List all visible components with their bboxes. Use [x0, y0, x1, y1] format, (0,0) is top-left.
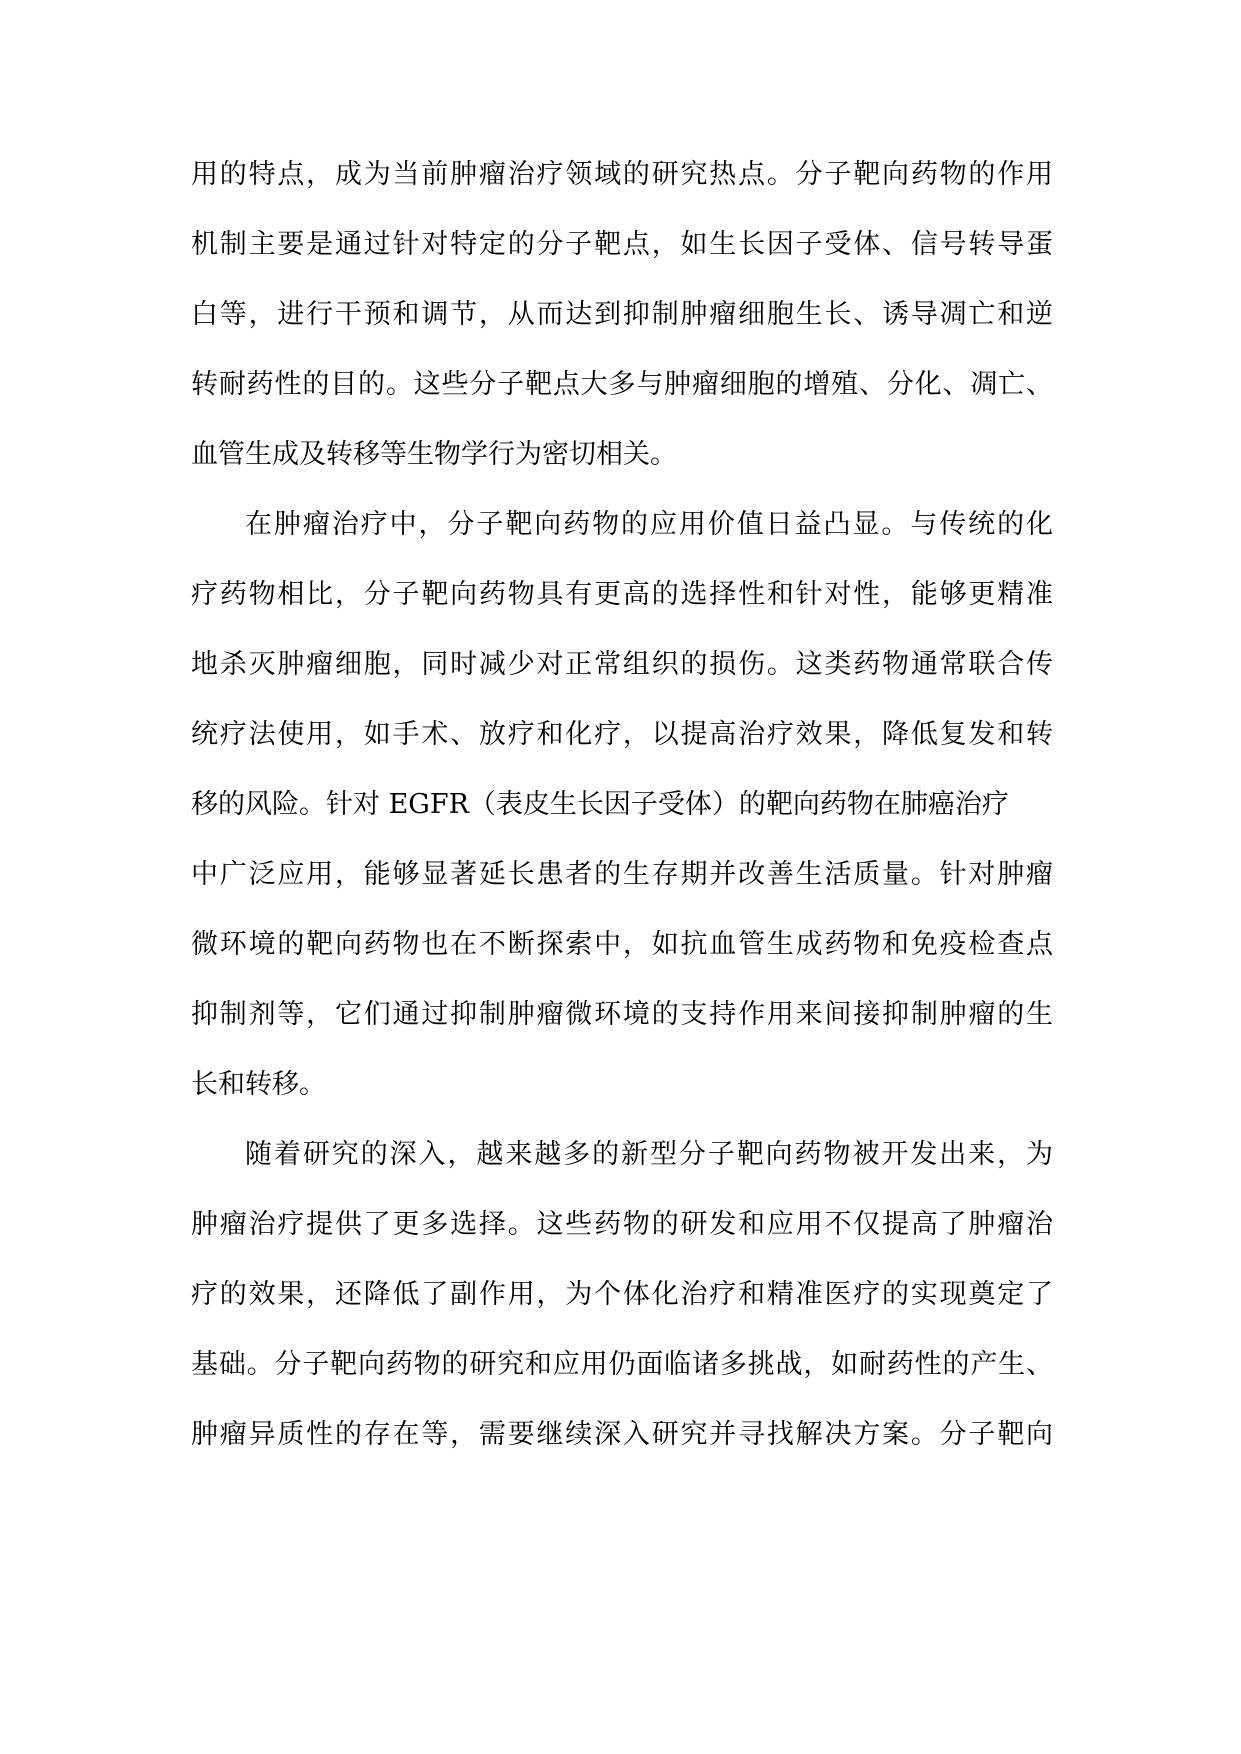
text-line: 长和转移。: [191, 1069, 326, 1100]
text-line: 微环境的靶向药物也在不断探索中，如抗血管生成药物和免疫检查点: [191, 929, 1053, 960]
paragraph: [191, 490, 1053, 1120]
paragraph: [191, 140, 1053, 490]
paragraph: [191, 1120, 1053, 1470]
text-line: 血管生成及转移等生物学行为密切相关。: [191, 439, 677, 470]
text-line: 基础。分子靶向药物的研究和应用仍面临诸多挑战，如耐药性的产生、: [191, 1349, 1053, 1380]
text-line: 肿瘤异质性的存在等，需要继续深入研究并寻找解决方案。分子靶向: [191, 1419, 1053, 1450]
text-line: 转耐药性的目的。这些分子靶点大多与肿瘤细胞的增殖、分化、凋亡、: [191, 369, 1053, 400]
text-line: 用的特点，成为当前肿瘤治疗领域的研究热点。分子靶向药物的作用: [191, 159, 1053, 190]
body-text: [191, 140, 1053, 1470]
text-line: 疗的效果，还降低了副作用，为个体化治疗和精准医疗的实现奠定了: [191, 1279, 1053, 1310]
text-line: 中广泛应用，能够显著延长患者的生存期并改善生活质量。针对肿瘤: [191, 859, 1053, 890]
text-line: 统疗法使用，如手术、放疗和化疗，以提高治疗效果，降低复发和转: [191, 719, 1053, 750]
text-line: 移的风险。针对 EGFR（表皮生长因子受体）的靶向药物在肺癌治疗: [191, 789, 1009, 820]
text-line: 随着研究的深入，越来越多的新型分子靶向药物被开发出来，为: [245, 1139, 1053, 1170]
text-line: 机制主要是通过针对特定的分子靶点，如生长因子受体、信号转导蛋: [191, 229, 1053, 260]
text-line: 疗药物相比，分子靶向药物具有更高的选择性和针对性，能够更精准: [191, 579, 1053, 610]
text-line: 地杀灭肿瘤细胞，同时减少对正常组织的损伤。这类药物通常联合传: [191, 649, 1053, 680]
text-line: 抑制剂等，它们通过抑制肿瘤微环境的支持作用来间接抑制肿瘤的生: [191, 999, 1053, 1030]
text-line: 在肿瘤治疗中，分子靶向药物的应用价值日益凸显。与传统的化: [245, 509, 1053, 540]
text-line: 肿瘤治疗提供了更多选择。这些药物的研发和应用不仅提高了肿瘤治: [191, 1209, 1053, 1240]
text-line: 白等，进行干预和调节，从而达到抑制肿瘤细胞生长、诱导凋亡和逆: [191, 299, 1053, 330]
